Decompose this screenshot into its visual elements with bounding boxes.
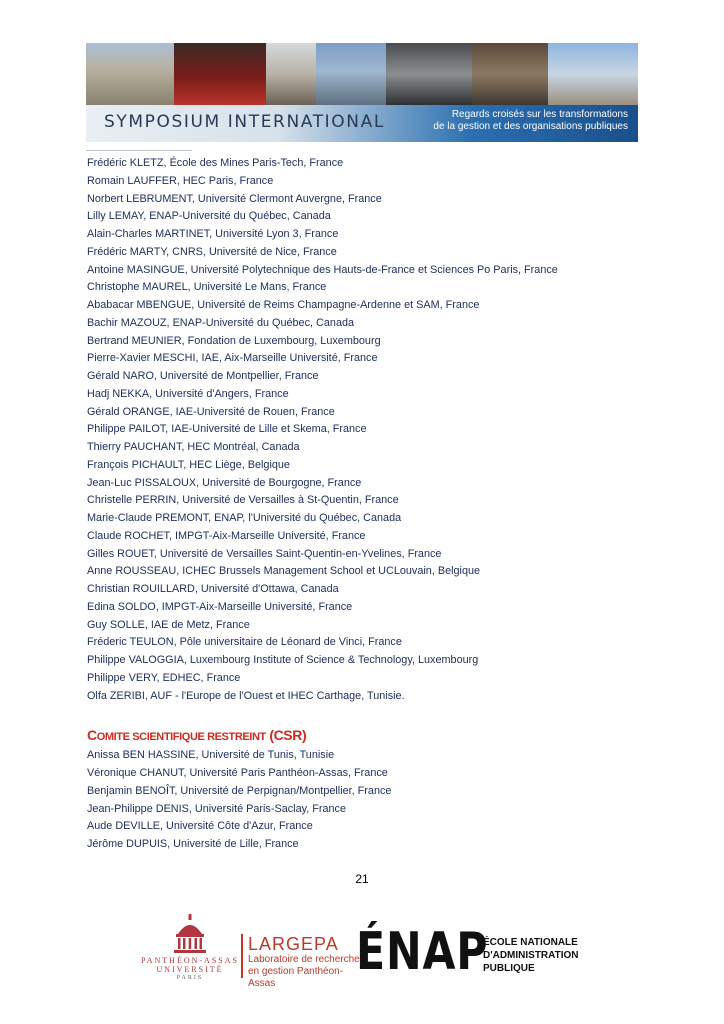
- committee-member: Aude DEVILLE, Université Côte d'Azur, France: [87, 820, 313, 833]
- banner-photo-lecture-hall: [174, 43, 266, 105]
- committee-member: Olfa ZERIBI, AUF - l'Europe de l'Ouest et IHEC Carthage, Tunisie.: [87, 689, 405, 702]
- committee-member: Claude ROCHET, IMPGT-Aix-Marseille Université, France: [87, 529, 366, 542]
- committee-member: Alain-Charles MARTINET, Université Lyon 3, France: [87, 228, 339, 240]
- heading-csr-part2: SCIENTIFIQUE RESTREINT: [129, 731, 266, 744]
- enap-line-3: PUBLIQUE: [483, 963, 535, 974]
- enap-line-2: D'ADMINISTRATION: [483, 950, 579, 961]
- pantheon-assas-logo: [140, 914, 240, 986]
- committee-member: Jean-Luc PISSALOUX, Université de Bourgogne, France: [87, 476, 362, 489]
- committee-member: Anne ROUSSEAU, ICHEC Brussels Management School et UCLouvain, Belgique: [87, 565, 481, 578]
- section-heading-csr: [87, 723, 647, 747]
- committee-member: Ababacar MBENGUE, Université de Reims Champagne-Ardenne et SAM, France: [87, 299, 480, 311]
- committee-member: Bachir MAZOUZ, ENAP-Université du Québec, Canada: [87, 316, 355, 329]
- banner-photo-office: [472, 43, 548, 105]
- largepa-title: LARGEPA: [248, 934, 339, 954]
- committee-member: François PICHAULT, HEC Liège, Belgique: [87, 458, 290, 471]
- banner-photo-street: [386, 43, 472, 105]
- page-number: 21: [355, 872, 369, 886]
- committee-member: Edina SOLDO, IMPGT-Aix-Marseille Université, France: [87, 600, 353, 613]
- committee-member: Lilly LEMAY, ENAP-Université du Québec, Canada: [87, 210, 331, 223]
- committee-member: Christelle PERRIN, Université de Versailles à St-Quentin, France: [87, 494, 399, 507]
- committee-member: Christophe MAUREL, Université Le Mans, France: [87, 281, 327, 294]
- committee-member: Gérald ORANGE, IAE-Université de Rouen, France: [87, 405, 335, 418]
- page-content: [87, 155, 647, 854]
- committee-member: Norbert LEBRUMENT, Université Clermont Auvergne, France: [87, 192, 382, 205]
- committee-member: Gilles ROUET, Université de Versailles Saint-Quentin-en-Yvelines, France: [87, 547, 442, 560]
- committee-member: Véronique CHANUT, Université Paris Panthéon-Assas, France: [87, 767, 388, 779]
- logo-divider: [241, 934, 243, 978]
- banner-title: SYMPOSIUM INTERNATIONAL: [104, 112, 385, 132]
- largepa-logo: [248, 934, 368, 990]
- pantheon-assas-universite: UNIVERSITÉ: [156, 965, 224, 974]
- csr-member-list: [87, 747, 647, 854]
- committee-member: Jean-Philippe DENIS, Université Paris-Saclay, France: [87, 802, 347, 815]
- heading-csr-abbr: (CSR): [265, 727, 307, 744]
- committee-member: Philippe VALOGGIA, Luxembourg Institute of Science & Technology, Luxembourg: [87, 654, 479, 666]
- heading-csr-part1: OMITE: [96, 731, 130, 744]
- committee-member: Christian ROUILLARD, Université d'Ottawa, Canada: [87, 583, 339, 595]
- banner-tagline-line1: Regards croisés sur les transformations: [451, 109, 628, 120]
- banner-tagline-line2: de la gestion et des organisations publiques: [433, 121, 628, 132]
- enap-logo: ÉNAP: [356, 922, 489, 982]
- committee-member-list: [87, 155, 647, 705]
- enap-line-1: ÉCOLE NATIONALE: [483, 937, 578, 948]
- enap-fullname: [483, 936, 579, 975]
- footer-logos: [140, 912, 600, 988]
- committee-member: Jérôme DUPUIS, Université de Lille, France: [87, 838, 299, 850]
- committee-member: Philippe VERY, EDHEC, France: [87, 671, 241, 684]
- banner-photo-strip: [86, 43, 638, 105]
- committee-member: Gérald NARO, Université de Montpellier, France: [87, 370, 319, 382]
- heading-csr-initial: C: [87, 727, 97, 744]
- committee-member: Benjamin BENOÎT, Université de Perpignan/Montpellier, France: [87, 784, 392, 797]
- banner-photo-rooftops: [548, 43, 638, 105]
- banner-tagline: [418, 109, 628, 133]
- committee-member: Bertrand MEUNIER, Fondation de Luxembourg, Luxembourg: [87, 334, 381, 347]
- committee-member: Anissa BEN HASSINE, Université de Tunis, Tunisie: [87, 749, 335, 762]
- banner-photo-tower: [316, 43, 386, 105]
- header-rule: [86, 150, 192, 151]
- largepa-subtitle-1: Laboratoire de recherche: [248, 954, 360, 965]
- pantheon-assas-name: PANTHÉON-ASSAS: [141, 956, 239, 965]
- committee-member: Frédéric MARTY, CNRS, Université de Nice, France: [87, 245, 337, 258]
- committee-member: Philippe PAILOT, IAE-Université de Lille et Skema, France: [87, 423, 367, 436]
- largepa-subtitle-2: en gestion Panthéon-Assas: [248, 966, 344, 989]
- committee-member: Pierre-Xavier MESCHI, IAE, Aix-Marseille Université, France: [87, 352, 378, 365]
- pantheon-assas-city: PARIS: [176, 975, 204, 981]
- committee-member: Hadj NEKKA, Université d'Angers, France: [87, 387, 289, 400]
- committee-member: Frédéric KLETZ, École des Mines Paris-Tech, France: [87, 157, 344, 169]
- committee-member: Antoine MASINGUE, Université Polytechnique des Hauts-de-France et Sciences Po Paris, France: [87, 263, 558, 276]
- committee-member: Fréderic TEULON, Pôle universitaire de Léonard de Vinci, France: [87, 636, 402, 649]
- banner-photo-facade: [266, 43, 316, 105]
- committee-member: Thierry PAUCHANT, HEC Montréal, Canada: [87, 441, 300, 453]
- committee-member: Guy SOLLE, IAE de Metz, France: [87, 618, 250, 631]
- pantheon-dome-icon: [170, 914, 210, 954]
- committee-member: Romain LAUFFER, HEC Paris, France: [87, 174, 274, 187]
- symposium-banner: [86, 43, 638, 142]
- banner-photo-building: [86, 43, 174, 105]
- committee-member: Marie-Claude PREMONT, ENAP, l'Université du Québec, Canada: [87, 512, 402, 524]
